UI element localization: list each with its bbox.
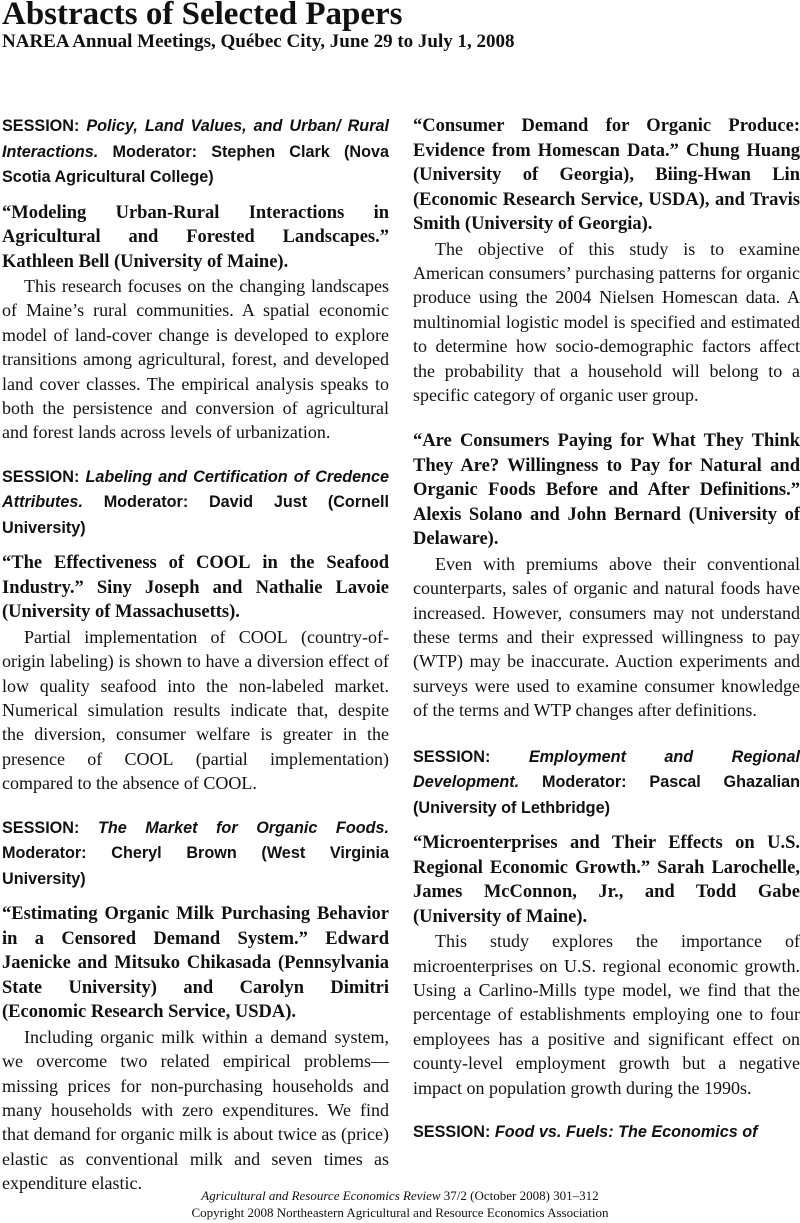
session-heading — [413, 745, 800, 822]
session-prefix: SESSION: — [2, 117, 80, 135]
title-part: in the Seafood Industry.” Siny Joseph and Nathalie Lavoie (University of Massachusetts). — [2, 553, 390, 623]
abstract-part: . — [252, 773, 257, 794]
session-prefix: SESSION: — [413, 747, 491, 766]
session-name: The Market for Organic Foods. — [97, 818, 389, 837]
paper-title — [2, 551, 389, 625]
session-moderator: Pascal Ghazalian (University of Lethbridge) — [413, 773, 800, 817]
moderator-prefix: Moderator: — [2, 844, 87, 863]
paper-title: “Consumer Demand for Organic Produce: Evidence from Homescan Data.” Chung Huang (University of Georgia), Biing-Hwan Lin (Economic Research Service, USDA), and Travis Smith (University of Georgia). — [413, 116, 800, 234]
paper-abstract: Including organic milk within a demand system, we overcome two related empirical problems—missing prices for non-purchasing households and many households with zero expenditures. We find that demand for organic milk is about twice as (price) elastic as conventional milk and seven times as expenditure elastic. — [2, 1026, 389, 1194]
acronym-cool: COOL — [203, 773, 253, 794]
session-prefix: SESSION: — [2, 467, 80, 486]
abstract-part: (country-of-origin labeling) is shown to have a diversion effect of low quality seafood into the non-labeled market. Numerical simulation results indicate that, despite the diversion, consumer welfare is greater in the presence of — [2, 626, 389, 769]
title-part: “The Effectiveness of — [2, 553, 185, 574]
moderator-prefix: Moderator: — [103, 493, 189, 512]
right-column — [413, 114, 800, 1146]
abstract-part: Partial implementation of — [24, 626, 226, 647]
journal-citation — [0, 1187, 800, 1204]
session-moderator: David Just (Cornell University) — [2, 493, 389, 537]
moderator-prefix: Moderator: — [542, 773, 627, 792]
session-heading — [413, 1120, 800, 1146]
paper-abstract: This research focuses on the changing landscapes of Maine’s rural communities. A spatial economic model of land-cover change is developed to explore transitions among agricultural, forest, and developed land cover classes. The empirical analysis speaks to both the persistence and conversion of agricultural and forest lands across levels of urbanization. — [2, 276, 389, 443]
issue-pages: 37/2 (October 2008) 301–312 — [443, 1188, 599, 1203]
session-moderator: Stephen Clark (Nova Scotia Agricultural College) — [2, 142, 389, 186]
copyright-notice: Copyright 2008 Northeastern Agricultural and Resource Economics Association — [191, 1205, 609, 1220]
session-prefix: SESSION: — [413, 1123, 491, 1142]
page-title: Abstracts of Selected Papers — [2, 0, 403, 32]
session-name: Policy, Land Values, and Urban/ Rural Interactions. — [2, 117, 389, 161]
journal-name: Agricultural and Resource Economics Review — [201, 1188, 441, 1203]
session-name: Labeling and Certification of Credence Attributes. — [2, 467, 389, 512]
paper-title: “Microenterprises and Their Effects on U.S. Regional Economic Growth.” Sarah Larochelle, James McConnon, Jr., and Todd Gabe (University of Maine). — [413, 833, 800, 927]
paper-title: “Are Consumers Paying for What They Think They Are? Willingness to Pay for Natural and Organic Foods Before and After Definitions.” Alexis Solano and John Bernard (University of Delaware). — [413, 431, 800, 550]
paper-title: “Modeling Urban-Rural Interactions in Agricultural and Forested Landscapes.” Kathleen Bell (University of Maine). — [2, 202, 389, 272]
paper-abstract: This study explores the importance of microenterprises on U.S. regional economic growth. Using a Carlino-Mills type model, we find that the percentage of establishments employing one to four employees has a positive and significant effect on county-level employment growth but a negative impact on population growth during the 1990s. — [413, 931, 800, 1098]
page-subtitle: NAREA Annual Meetings, Québec City, June 29 to July 1, 2008 — [2, 31, 515, 52]
session-heading — [2, 114, 389, 191]
paper-abstract: Even with premiums above their conventional counterparts, sales of organic and natural foods have increased. However, consumers may not understand these terms and their expressed willingness to pay (WTP) may be inaccurate. Auction experiments and surveys were used to examine consumer knowledge of the terms and WTP changes after definitions. — [413, 553, 800, 721]
session-moderator: Cheryl Brown (West Virginia University) — [2, 844, 389, 888]
session-name: Employment and Regional Development. — [413, 747, 800, 792]
moderator-prefix: Moderator: — [112, 142, 198, 161]
paper-abstract: The objective of this study is to examine American consumers’ purchasing patterns for organic produce using the 2004 Nielsen Homescan data. A multinomial logistic model is specified and estimated to determine how socio-demographic factors affect the probability that a household will belong to a specific category of organic user group. — [413, 238, 800, 405]
left-column — [2, 114, 389, 1196]
abstract-part: (partial implementation) compared to the absence of — [2, 748, 390, 794]
paper-title: “Estimating Organic Milk Purchasing Behavior in a Censored Demand System.” Edward Jaenicke and Mitsuko Chikasada (Pennsylvania State University) and Carolyn Dimitri (Economic Research Service, USDA). — [2, 904, 389, 1023]
page-footer — [0, 1187, 800, 1221]
acronym-cool: COOL — [196, 553, 251, 574]
paper-abstract — [2, 625, 389, 796]
acronym-cool: COOL — [124, 748, 174, 769]
session-prefix: SESSION: — [2, 818, 80, 837]
acronym-cool: COOL — [238, 626, 288, 647]
session-name: Food vs. Fuels: The Economics of — [494, 1123, 758, 1142]
session-heading — [2, 816, 389, 893]
session-heading — [2, 465, 389, 542]
